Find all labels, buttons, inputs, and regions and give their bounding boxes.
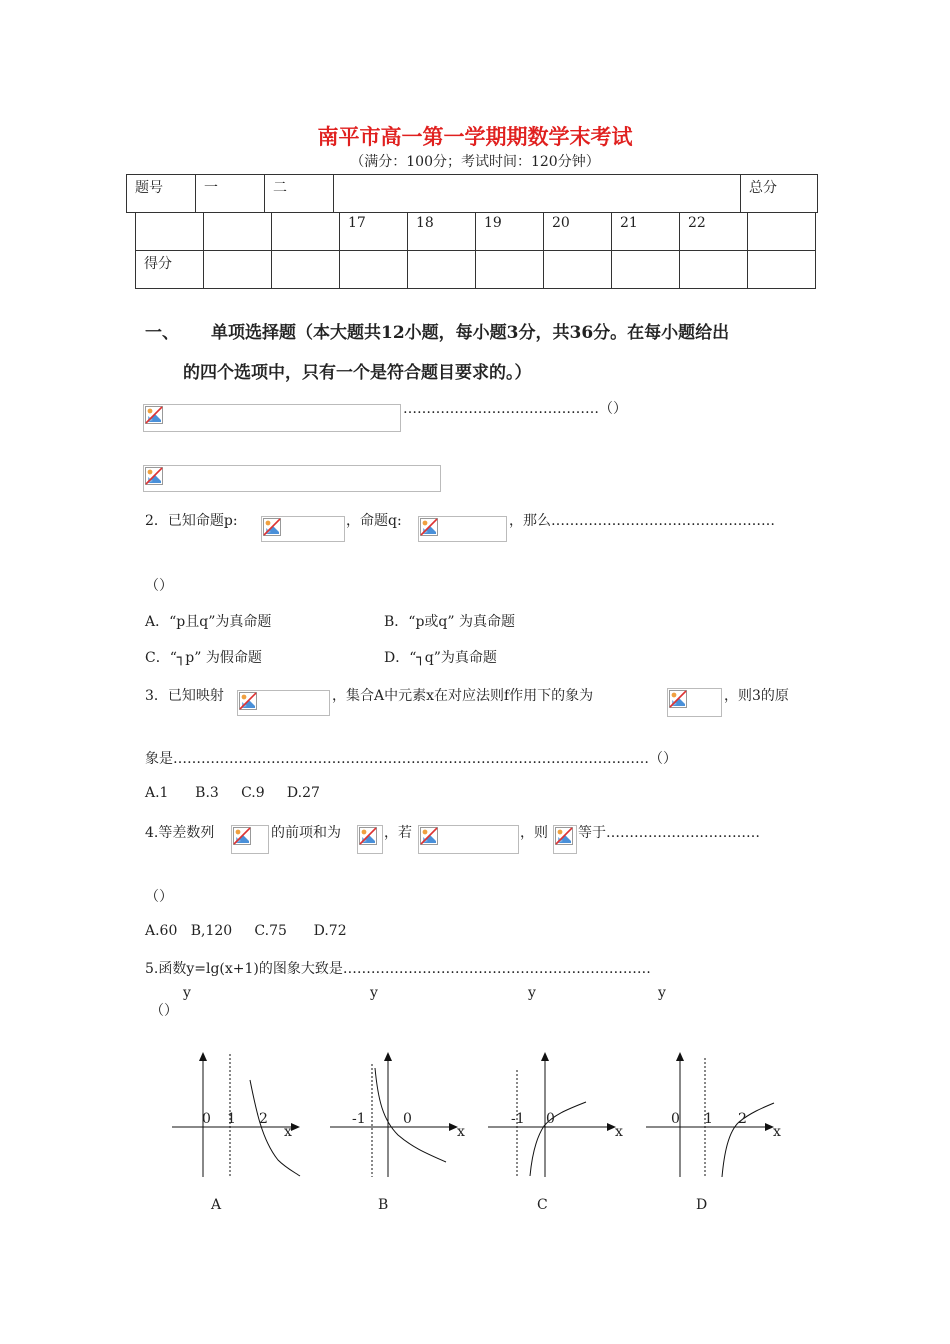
q3-options: A.1 B.3 C.9 D.27 <box>145 785 320 801</box>
formula-image <box>553 825 577 854</box>
option-a: A．“p且q”为真命题 <box>145 614 272 630</box>
broken-image-icon <box>420 827 438 845</box>
q2-text: ，命题q: <box>346 513 402 529</box>
formula-image <box>237 690 330 716</box>
q1-dots: ……………………………………（） <box>403 401 627 417</box>
axis-label: y <box>528 985 536 1001</box>
broken-image-icon <box>239 692 257 710</box>
graph-b <box>328 1050 463 1180</box>
tick-label: 2 <box>259 1111 268 1127</box>
formula-image <box>418 516 507 542</box>
broken-image-icon <box>263 518 281 536</box>
tick-label: 0 <box>671 1111 680 1127</box>
answer-paren: （） <box>145 889 173 905</box>
q3-text: ，集合A中元素x在对应法则f作用下的象为 <box>332 688 594 704</box>
q3-text: 3．已知映射 <box>145 688 224 704</box>
option-b: B．“p或q” 为真命题 <box>384 614 515 630</box>
q3-text: 象是…………………………………………………………………………………………（） <box>145 751 677 767</box>
q4-text: 4.等差数列 <box>145 825 215 841</box>
table-cell: 得分 <box>136 251 204 289</box>
tick-label: 1 <box>704 1111 713 1127</box>
formula-image <box>418 825 519 854</box>
table-cell <box>612 251 680 289</box>
axis-label: x <box>457 1124 465 1140</box>
tick-label: 0 <box>403 1111 412 1127</box>
axis-label: y <box>658 985 666 1001</box>
axis-label: y <box>183 985 191 1001</box>
formula-image <box>143 404 401 432</box>
table-cell <box>544 251 612 289</box>
axis-label: x <box>615 1124 623 1140</box>
option-c: C．“┐p” 为假命题 <box>145 650 262 666</box>
formula-image <box>231 825 269 854</box>
broken-image-icon <box>145 467 163 485</box>
table-cell: 22 <box>680 213 748 251</box>
exam-info: （满分：100分；考试时间：120分钟） <box>350 154 600 170</box>
table-cell: 20 <box>544 213 612 251</box>
tick-label: 0 <box>546 1111 555 1127</box>
table-cell <box>340 251 408 289</box>
q4-text: ，则 <box>520 825 548 841</box>
tick-label: 1 <box>227 1111 236 1127</box>
score-table <box>135 212 816 289</box>
score-table-header <box>126 174 818 213</box>
answer-paren: （） <box>145 578 173 594</box>
table-cell: 一 <box>196 175 265 213</box>
formula-image <box>143 465 441 492</box>
tick-label: -1 <box>352 1111 366 1127</box>
q4-options: A.60 B,120 C.75 D.72 <box>145 923 347 939</box>
section-heading-cont: 的四个选项中，只有一个是符合题目要求的。） <box>183 363 532 383</box>
table-cell: 17 <box>340 213 408 251</box>
formula-image <box>357 825 383 854</box>
axis-label: y <box>370 985 378 1001</box>
graph-letter: C <box>537 1197 548 1213</box>
table-cell <box>136 213 204 251</box>
table-cell: 19 <box>476 213 544 251</box>
graph-letter: D <box>696 1197 708 1213</box>
q3-text: ，则3的原 <box>724 688 789 704</box>
table-cell <box>204 251 272 289</box>
section-heading: 单项选择题（本大题共12小题，每小题3分，共36分。在每小题给出 <box>211 323 730 343</box>
q4-text: ，若 <box>384 825 412 841</box>
tick-label: -1 <box>511 1111 525 1127</box>
broken-image-icon <box>669 690 687 708</box>
graph-a <box>170 1050 305 1180</box>
formula-image <box>667 688 722 717</box>
table-cell <box>204 213 272 251</box>
q2-text: 2．已知命题p: <box>145 513 238 529</box>
table-cell <box>476 251 544 289</box>
table-cell <box>272 251 340 289</box>
axis-label: x <box>284 1124 292 1140</box>
page-title: 南平市高一第一学期期数学末考试 <box>317 124 633 149</box>
table-cell <box>408 251 476 289</box>
tick-label: 2 <box>738 1111 747 1127</box>
option-d: D．“┐q”为真命题 <box>384 650 497 666</box>
table-cell <box>334 175 741 213</box>
table-cell: 题号 <box>127 175 196 213</box>
tick-label: 0 <box>202 1111 211 1127</box>
table-cell <box>272 213 340 251</box>
section-number: 一、 <box>145 323 179 343</box>
q5-text: 5.函数y=lg(x+1)的图象大致是………………………………………………………… <box>145 961 651 977</box>
formula-image <box>261 516 345 542</box>
q4-text: 的前项和为 <box>271 825 341 841</box>
table-cell: 21 <box>612 213 680 251</box>
q2-text: ，那么………………………………………… <box>509 513 775 529</box>
table-cell <box>748 213 816 251</box>
table-cell <box>748 251 816 289</box>
answer-paren: （） <box>150 1003 178 1019</box>
graph-letter: A <box>211 1197 222 1213</box>
table-cell: 二 <box>265 175 334 213</box>
broken-image-icon <box>233 827 251 845</box>
table-cell: 总分 <box>741 175 818 213</box>
table-cell: 18 <box>408 213 476 251</box>
axis-label: x <box>773 1124 781 1140</box>
graph-letter: B <box>378 1197 389 1213</box>
broken-image-icon <box>555 827 573 845</box>
broken-image-icon <box>420 518 438 536</box>
broken-image-icon <box>359 827 377 845</box>
table-cell <box>680 251 748 289</box>
broken-image-icon <box>145 406 163 424</box>
q4-text: 等于…………………………… <box>578 825 760 841</box>
